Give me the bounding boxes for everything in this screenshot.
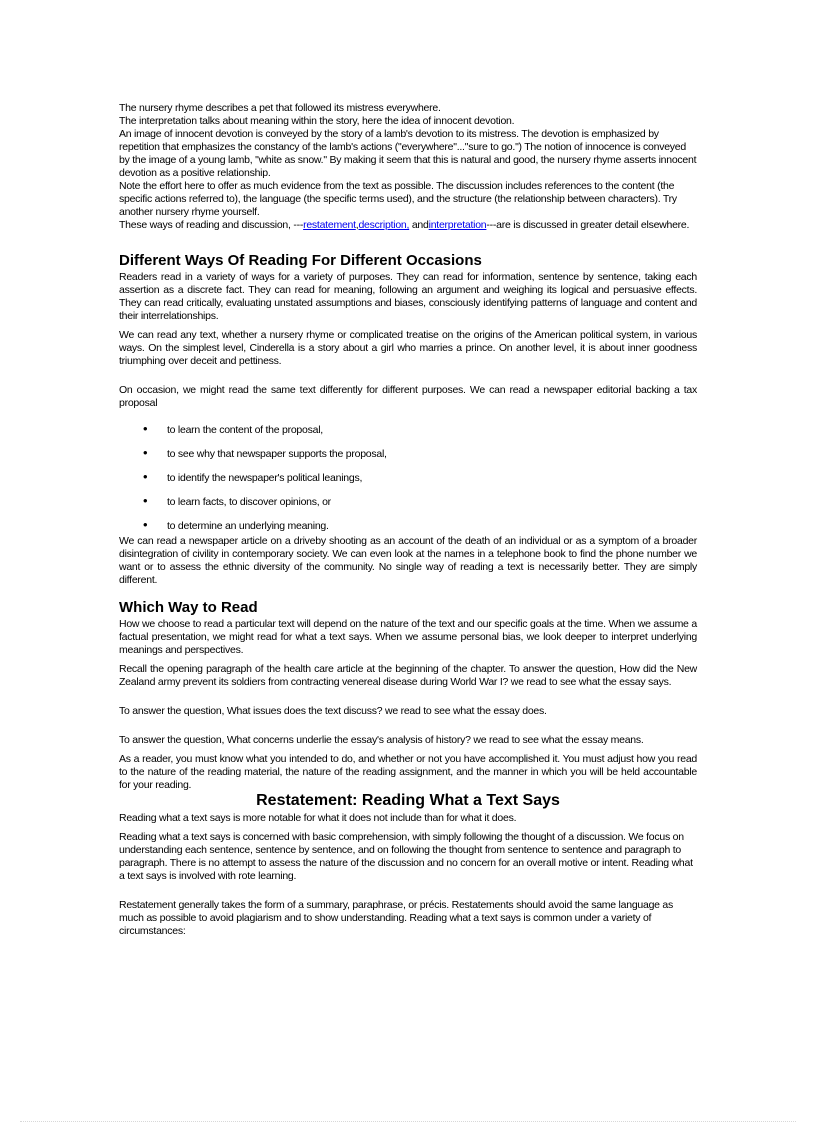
- intro-paragraph: The interpretation talks about meaning within the story, here the idea of innocent devotion.: [119, 115, 515, 127]
- restatement-link[interactable]: restatement: [303, 219, 356, 231]
- ways-text-post: ---are is discussed in greater detail elsewhere.: [486, 219, 690, 231]
- ways-paragraph: [119, 219, 697, 232]
- section-paragraph: Restatement generally takes the form of a summary, paraphrase, or précis. Restatements should avoid the same language as much as possible to avoid plagiarism and to show understanding. Reading what a text says is common under a variety of circumstances:: [119, 899, 674, 937]
- section-paragraph: To answer the question, What concerns underlie the essay's analysis of history? we read to see what the essay means.: [119, 734, 644, 746]
- ways-text-pre: These ways of reading and discussion, ---: [119, 219, 304, 231]
- document-page: [119, 102, 697, 938]
- section-paragraph: As a reader, you must know what you intended to do, and whether or not you have accomplished it. You must adjust how you read to the nature of the reading material, the nature of the reading assignment, and the manner in which you will be held accountable for your reading.: [119, 753, 697, 791]
- list-item: [119, 445, 697, 472]
- list-item-text: to see why that newspaper supports the proposal,: [167, 448, 387, 460]
- section-heading-which-way: Which Way to Read: [119, 599, 258, 616]
- intro-paragraph: The nursery rhyme describes a pet that followed its mistress everywhere.: [119, 102, 441, 114]
- bullet-icon: •: [143, 517, 148, 532]
- list-item: [119, 517, 697, 534]
- bullet-icon: •: [143, 493, 148, 508]
- intro-block: [119, 102, 697, 232]
- list-item-text: to determine an underlying meaning.: [167, 520, 329, 532]
- section-paragraph: Reading what a text says is concerned with basic comprehension, with simply following the thought of a discussion. We focus on understanding each sentence, sentence by sentence, and on following the thought from sentence to sentence and paragraph to paragraph. There is no attempt to assess the nature of the discussion and no concern for an overall motive or intent. Reading what a text says is involved with rote learning.: [119, 831, 693, 882]
- page-bottom-divider: [20, 1121, 796, 1122]
- section-paragraph: Reading what a text says is more notable for what it does not include than for what it does.: [119, 812, 517, 824]
- list-item-text: to learn facts, to discover opinions, or: [167, 496, 331, 508]
- bullet-icon: •: [143, 421, 148, 436]
- section-paragraph: On occasion, we might read the same text differently for different purposes. We can read a newspaper editorial backing a tax proposal: [119, 384, 697, 409]
- intro-paragraph: Note the effort here to offer as much evidence from the text as possible. The discussion includes references to the content (the specific actions referred to), the language (the specific terms used), and the structure (the relationship between characters). Try another nursery rhyme yourself.: [119, 180, 677, 218]
- section-heading-restatement: Restatement: Reading What a Text Says: [256, 792, 560, 809]
- purpose-list: [119, 421, 697, 534]
- comma-text: ,: [355, 219, 359, 231]
- section-paragraph: To answer the question, What issues does the text discuss? we read to see what the essay does.: [119, 705, 547, 717]
- and-text: and: [409, 219, 429, 231]
- section-paragraph: We can read a newspaper article on a driveby shooting as an account of the death of an individual or as a symptom of a broader disintegration of civility in contemporary society. We can even look at the names in a telephone book to find the phone number we want or to assess the ethnic diversity of the community. No single way of reading a text is necessarily better. They are simply different.: [119, 535, 697, 586]
- intro-paragraph: An image of innocent devotion is conveyed by the story of a lamb's devotion to its mistress. The devotion is emphasized by repetition that emphasizes the constancy of the lamb's actions ("everywhere"..."sure to go.") The notion of innocence is conveyed by the image of a young lamb, "white as snow." By making it seem that this is natural and good, the nursery rhyme asserts innocent devotion as a positive relationship.: [119, 128, 697, 179]
- section-paragraph: Recall the opening paragraph of the health care article at the beginning of the chapter. To answer the question, How did the New Zealand army prevent its soldiers from contracting venereal disease during World War I? we read to see what the essay says.: [119, 663, 697, 688]
- bullet-icon: •: [143, 445, 148, 460]
- list-item-text: to learn the content of the proposal,: [167, 424, 323, 436]
- bullet-icon: •: [143, 469, 148, 484]
- section-paragraph: How we choose to read a particular text will depend on the nature of the text and our specific goals at the time. When we assume a factual presentation, we might read for what a text says. When we assume personal bias, we look deeper to interpret underlying meanings and perspectives.: [119, 618, 697, 656]
- list-item: [119, 469, 697, 496]
- list-item: [119, 493, 697, 520]
- description-link[interactable]: description,: [358, 219, 410, 231]
- list-item-text: to identify the newspaper's political leanings,: [167, 472, 363, 484]
- list-item: [119, 421, 697, 448]
- interpretation-link[interactable]: interpretation: [428, 219, 487, 231]
- section-paragraph: Readers read in a variety of ways for a variety of purposes. They can read for information, sentence by sentence, taking each assertion as a discrete fact. They can read for meaning, following an argument and weighing its logical and persuasive effects. They can read critically, evaluating unstated assumptions and biases, consciously identifying patterns of language and content and their interrelationships.: [119, 271, 697, 322]
- section-paragraph: We can read any text, whether a nursery rhyme or complicated treatise on the origins of the American political system, in various ways. On the simplest level, Cinderella is a story about a girl who marries a prince. On another level, it is about inner goodness triumphing over deceit and pettiness.: [119, 329, 697, 367]
- section-heading-different-ways: Different Ways Of Reading For Different Occasions: [119, 252, 482, 269]
